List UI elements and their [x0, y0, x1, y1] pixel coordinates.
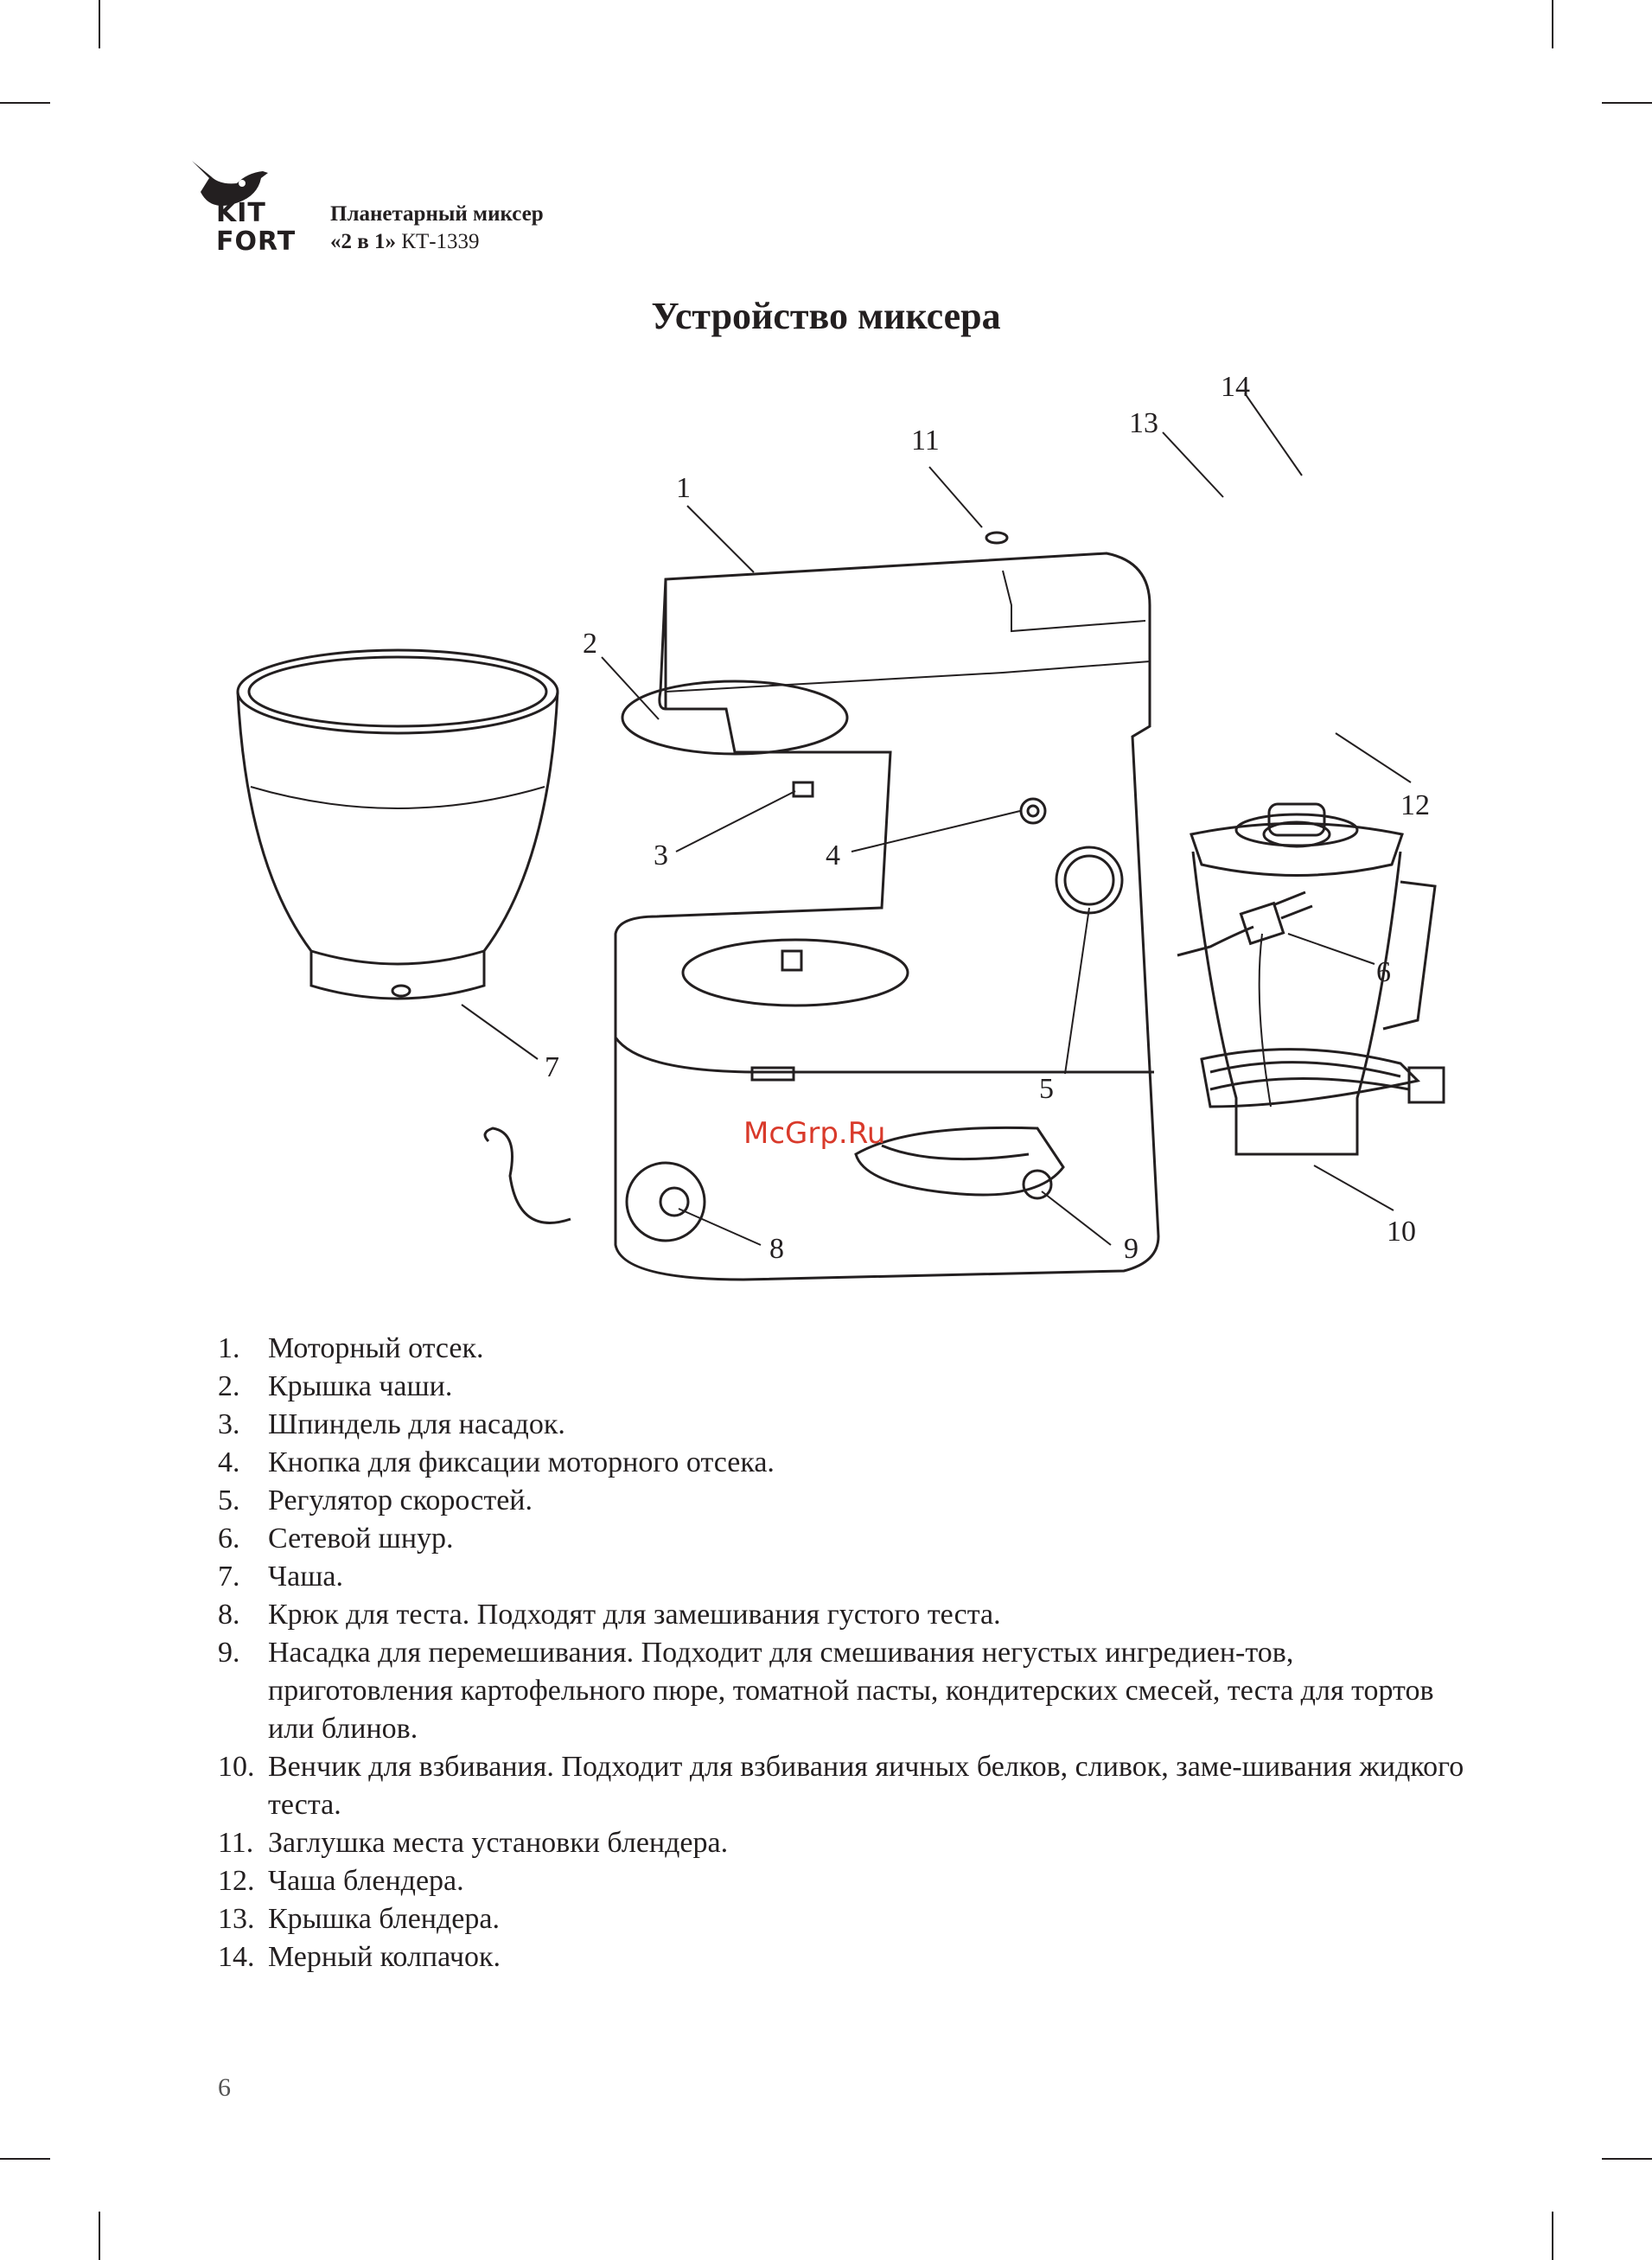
list-item-text: Венчик для взбивания. Подходит для взбивания яичных белков, сливок, заме-шивания жидкого теста.	[268, 1751, 1464, 1821]
mixer-diagram	[0, 346, 1652, 1297]
watermark: McGrp.Ru	[743, 1116, 886, 1151]
list-item	[218, 1748, 1480, 1824]
list-item-text: Заглушка места установки блендера.	[268, 1827, 729, 1859]
flat-beater-illustration	[856, 1127, 1063, 1198]
list-item-number: 14.	[218, 1941, 255, 1973]
list-item-text: Чаша блендера.	[268, 1865, 464, 1897]
page-title: Устройство миксера	[651, 295, 1001, 337]
list-item	[218, 1900, 1480, 1938]
list-item	[218, 1634, 1480, 1748]
crop-mark	[1602, 2158, 1652, 2160]
crop-mark	[1602, 102, 1652, 104]
callout-11: 11	[911, 425, 940, 456]
list-item-number: 2.	[218, 1370, 240, 1402]
page-number: 6	[218, 2073, 231, 2102]
product-model: КТ-1339	[401, 230, 480, 253]
list-item-text: Крышка чаши.	[268, 1370, 453, 1402]
product-name: Планетарный миксер	[330, 202, 544, 226]
dough-hook-illustration	[485, 1128, 705, 1241]
callout-4: 4	[826, 840, 840, 871]
product-header	[330, 201, 544, 256]
list-item	[218, 1520, 1480, 1558]
list-item-text: Чаша.	[268, 1561, 343, 1593]
power-cord-illustration	[1177, 892, 1312, 955]
list-item-text: Шпиндель для насадок.	[268, 1408, 565, 1440]
list-item-number: 9.	[218, 1637, 240, 1669]
list-item-text: Моторный отсек.	[268, 1332, 484, 1364]
list-item-number: 11.	[218, 1827, 254, 1859]
list-item	[218, 1444, 1480, 1482]
list-item	[218, 1824, 1480, 1862]
crop-mark	[0, 2158, 50, 2160]
list-item-number: 7.	[218, 1561, 240, 1593]
callout-3: 3	[654, 840, 668, 871]
list-item	[218, 1938, 1480, 1976]
list-item-text: Крюк для теста. Подходят для замешивания густого теста.	[268, 1599, 1001, 1631]
list-item-number: 6.	[218, 1523, 240, 1555]
list-item	[218, 1862, 1480, 1900]
list-item-number: 8.	[218, 1599, 240, 1631]
list-item	[218, 1558, 1480, 1596]
whisk-illustration	[1202, 1050, 1444, 1107]
list-item-text: Регулятор скоростей.	[268, 1484, 533, 1516]
list-item-number: 13.	[218, 1903, 255, 1935]
list-item-text: Кнопка для фиксации моторного отсека.	[268, 1446, 775, 1478]
list-item-text: Мерный колпачок.	[268, 1941, 501, 1973]
list-item-text: Крышка блендера.	[268, 1903, 500, 1935]
list-item-text: Сетевой шнур.	[268, 1523, 454, 1555]
brand-line1: KIT	[216, 198, 266, 228]
list-item-text: Насадка для перемешивания. Подходит для смешивания негустых ингредиен-тов, приготовления картофельного пюре, томатной пасты, кондитерских смесей, теста для тортов или блинов.	[268, 1637, 1434, 1745]
product-variant: «2 в 1»	[330, 230, 397, 253]
list-item	[218, 1368, 1480, 1406]
list-item-number: 10.	[218, 1751, 255, 1783]
list-item-number: 4.	[218, 1446, 240, 1478]
callout-8: 8	[769, 1233, 784, 1265]
callout-7: 7	[545, 1051, 559, 1083]
list-item-number: 5.	[218, 1484, 240, 1516]
callout-1: 1	[676, 472, 691, 504]
crop-mark	[99, 2212, 100, 2260]
mixer-illustration	[616, 533, 1158, 1280]
crop-mark	[1552, 0, 1553, 48]
callout-6: 6	[1376, 956, 1391, 988]
parts-list	[218, 1330, 1480, 1976]
callout-12: 12	[1400, 789, 1430, 821]
list-item-number: 1.	[218, 1332, 240, 1364]
callout-9: 9	[1124, 1233, 1139, 1265]
crop-mark	[99, 0, 100, 48]
list-item-number: 12.	[218, 1865, 255, 1897]
list-item	[218, 1330, 1480, 1368]
list-item-number: 3.	[218, 1408, 240, 1440]
list-item	[218, 1406, 1480, 1444]
callout-10: 10	[1387, 1216, 1416, 1248]
blender-illustration	[1191, 804, 1435, 1154]
callout-13: 13	[1129, 407, 1158, 439]
callout-2: 2	[583, 628, 597, 660]
list-item	[218, 1596, 1480, 1634]
crop-mark	[1552, 2212, 1553, 2260]
crop-mark	[0, 102, 50, 104]
callout-14: 14	[1221, 371, 1250, 403]
brand-line2: FORT	[216, 227, 297, 257]
list-item	[218, 1482, 1480, 1520]
callout-5: 5	[1039, 1073, 1054, 1105]
bowl-illustration	[238, 650, 558, 999]
